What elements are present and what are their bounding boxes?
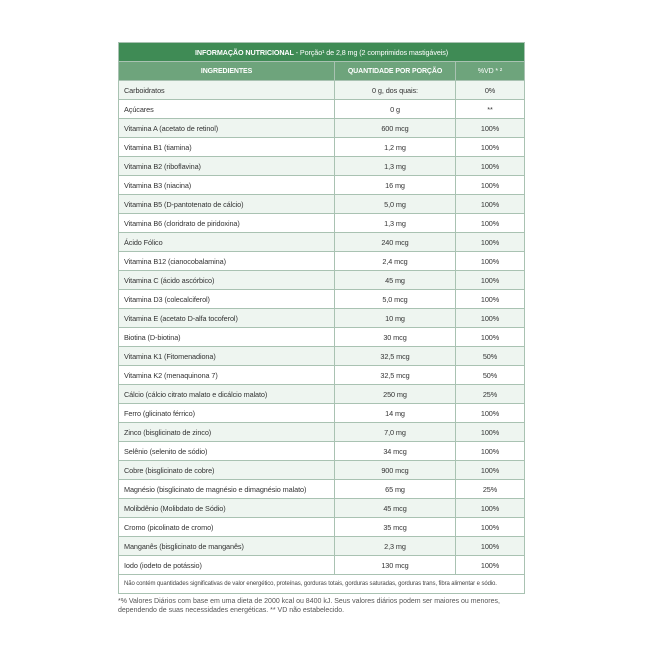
ingredient-quantity: 32,5 mcg xyxy=(335,366,456,385)
ingredient-name: Selênio (selenito de sódio) xyxy=(119,442,335,461)
ingredient-name: Zinco (bisglicinato de zinco) xyxy=(119,423,335,442)
table-row xyxy=(119,81,525,100)
table-row xyxy=(119,347,525,366)
ingredient-quantity: 5,0 mg xyxy=(335,195,456,214)
ingredient-vd: 100% xyxy=(456,309,525,328)
ingredient-vd: 50% xyxy=(456,366,525,385)
ingredient-quantity: 16 mg xyxy=(335,176,456,195)
ingredient-vd: 100% xyxy=(456,271,525,290)
ingredient-vd: 100% xyxy=(456,556,525,575)
table-row xyxy=(119,100,525,119)
table-row xyxy=(119,138,525,157)
table-title-row xyxy=(119,43,525,62)
ingredient-vd: 100% xyxy=(456,442,525,461)
ingredient-name: Biotina (D-biotina) xyxy=(119,328,335,347)
table-row xyxy=(119,119,525,138)
ingredient-vd: 100% xyxy=(456,518,525,537)
ingredient-name: Ácido Fólico xyxy=(119,233,335,252)
ingredient-quantity: 14 mg xyxy=(335,404,456,423)
footnote xyxy=(118,597,528,615)
table-row xyxy=(119,328,525,347)
ingredient-name: Vitamina K1 (Fitomenadiona) xyxy=(119,347,335,366)
ingredient-name: Vitamina E (acetato D-alfa tocoferol) xyxy=(119,309,335,328)
ingredient-quantity: 10 mg xyxy=(335,309,456,328)
table-row xyxy=(119,271,525,290)
ingredient-vd: 100% xyxy=(456,119,525,138)
ingredient-name: Açúcares xyxy=(119,100,335,119)
ingredient-vd: 100% xyxy=(456,423,525,442)
ingredient-name: Ferro (glicinato férrico) xyxy=(119,404,335,423)
ingredient-vd: 25% xyxy=(456,385,525,404)
footnote-line-1: *% Valores Diários com base em uma dieta de 2000 kcal ou 8400 kJ. Seus valores diários podem ser maiores ou menores, xyxy=(118,598,500,605)
ingredient-vd: 50% xyxy=(456,347,525,366)
table-row xyxy=(119,404,525,423)
table-row xyxy=(119,195,525,214)
ingredient-name: Vitamina A (acetato de retinol) xyxy=(119,119,335,138)
table-row xyxy=(119,252,525,271)
ingredient-quantity: 35 mcg xyxy=(335,518,456,537)
footnote-line-2: dependendo de suas necessidades energéticas. ** VD não estabelecido. xyxy=(118,607,345,614)
ingredient-quantity: 7,0 mg xyxy=(335,423,456,442)
ingredient-vd: 100% xyxy=(456,328,525,347)
header-quantity: QUANTIDADE POR PORÇÃO xyxy=(335,62,456,81)
ingredient-vd: 100% xyxy=(456,176,525,195)
table-row xyxy=(119,556,525,575)
ingredient-vd: 100% xyxy=(456,214,525,233)
ingredient-name: Cálcio (cálcio citrato malato e dicálcio malato) xyxy=(119,385,335,404)
ingredient-quantity: 34 mcg xyxy=(335,442,456,461)
ingredient-name: Cobre (bisglicinato de cobre) xyxy=(119,461,335,480)
ingredient-vd: ** xyxy=(456,100,525,119)
table-row xyxy=(119,480,525,499)
header-ingredients: INGREDIENTES xyxy=(119,62,335,81)
ingredient-quantity: 30 mcg xyxy=(335,328,456,347)
ingredient-name: Manganês (bisglicinato de manganês) xyxy=(119,537,335,556)
nutrition-facts-panel xyxy=(118,42,524,615)
ingredient-quantity: 45 mg xyxy=(335,271,456,290)
ingredient-quantity: 250 mg xyxy=(335,385,456,404)
ingredient-vd: 100% xyxy=(456,537,525,556)
table-row xyxy=(119,442,525,461)
ingredient-name: Vitamina D3 (colecalciferol) xyxy=(119,290,335,309)
ingredient-quantity: 0 g xyxy=(335,100,456,119)
ingredient-vd: 100% xyxy=(456,157,525,176)
ingredient-quantity: 32,5 mcg xyxy=(335,347,456,366)
ingredient-quantity: 1,3 mg xyxy=(335,157,456,176)
table-title xyxy=(119,43,525,62)
table-row xyxy=(119,518,525,537)
table-row xyxy=(119,423,525,442)
ingredient-vd: 100% xyxy=(456,404,525,423)
ingredient-name: Vitamina B1 (tiamina) xyxy=(119,138,335,157)
table-row xyxy=(119,499,525,518)
ingredient-name: Vitamina C (ácido ascórbico) xyxy=(119,271,335,290)
table-note-row xyxy=(119,575,525,594)
ingredient-vd: 100% xyxy=(456,138,525,157)
ingredient-quantity: 65 mg xyxy=(335,480,456,499)
table-row xyxy=(119,309,525,328)
table-row xyxy=(119,176,525,195)
ingredient-vd: 100% xyxy=(456,290,525,309)
ingredient-name: Magnésio (bisglicinato de magnésio e dimagnésio malato) xyxy=(119,480,335,499)
ingredient-vd: 100% xyxy=(456,499,525,518)
table-row xyxy=(119,461,525,480)
ingredient-name: Molibdênio (Molibdato de Sódio) xyxy=(119,499,335,518)
table-row xyxy=(119,385,525,404)
ingredient-quantity: 2,4 mcg xyxy=(335,252,456,271)
table-row xyxy=(119,233,525,252)
ingredient-name: Vitamina K2 (menaquinona 7) xyxy=(119,366,335,385)
ingredient-name: Vitamina B5 (D-pantotenato de cálcio) xyxy=(119,195,335,214)
ingredient-name: Vitamina B6 (cloridrato de piridoxina) xyxy=(119,214,335,233)
ingredient-vd: 100% xyxy=(456,233,525,252)
nutrition-table xyxy=(118,42,525,594)
ingredient-quantity: 2,3 mg xyxy=(335,537,456,556)
ingredient-quantity: 1,3 mg xyxy=(335,214,456,233)
table-row xyxy=(119,290,525,309)
ingredient-name: Vitamina B12 (cianocobalamina) xyxy=(119,252,335,271)
table-header-row xyxy=(119,62,525,81)
ingredient-quantity: 900 mcg xyxy=(335,461,456,480)
header-vd: %VD * ² xyxy=(456,62,525,81)
ingredient-vd: 100% xyxy=(456,461,525,480)
table-row xyxy=(119,157,525,176)
ingredient-quantity: 130 mcg xyxy=(335,556,456,575)
table-body xyxy=(119,81,525,575)
ingredient-vd: 0% xyxy=(456,81,525,100)
ingredient-vd: 100% xyxy=(456,195,525,214)
table-note: Não contém quantidades significativas de valor energético, proteínas, gorduras totais, gorduras saturadas, gorduras trans, fibra alimentar e sódio. xyxy=(119,575,525,594)
ingredient-vd: 100% xyxy=(456,252,525,271)
ingredient-name: Vitamina B3 (niacina) xyxy=(119,176,335,195)
table-row xyxy=(119,366,525,385)
ingredient-quantity: 1,2 mg xyxy=(335,138,456,157)
ingredient-name: Iodo (iodeto de potássio) xyxy=(119,556,335,575)
ingredient-quantity: 5,0 mcg xyxy=(335,290,456,309)
ingredient-name: Vitamina B2 (riboflavina) xyxy=(119,157,335,176)
table-row xyxy=(119,537,525,556)
ingredient-quantity: 0 g, dos quais: xyxy=(335,81,456,100)
ingredient-quantity: 240 mcg xyxy=(335,233,456,252)
ingredient-quantity: 45 mcg xyxy=(335,499,456,518)
table-title-rest: - Porção¹ de 2,8 mg (2 comprimidos mastigáveis) xyxy=(293,47,449,57)
ingredient-quantity: 600 mcg xyxy=(335,119,456,138)
ingredient-vd: 25% xyxy=(456,480,525,499)
table-title-bold: INFORMAÇÃO NUTRICIONAL xyxy=(195,47,294,57)
ingredient-name: Cromo (picolinato de cromo) xyxy=(119,518,335,537)
ingredient-name: Carboidratos xyxy=(119,81,335,100)
table-row xyxy=(119,214,525,233)
